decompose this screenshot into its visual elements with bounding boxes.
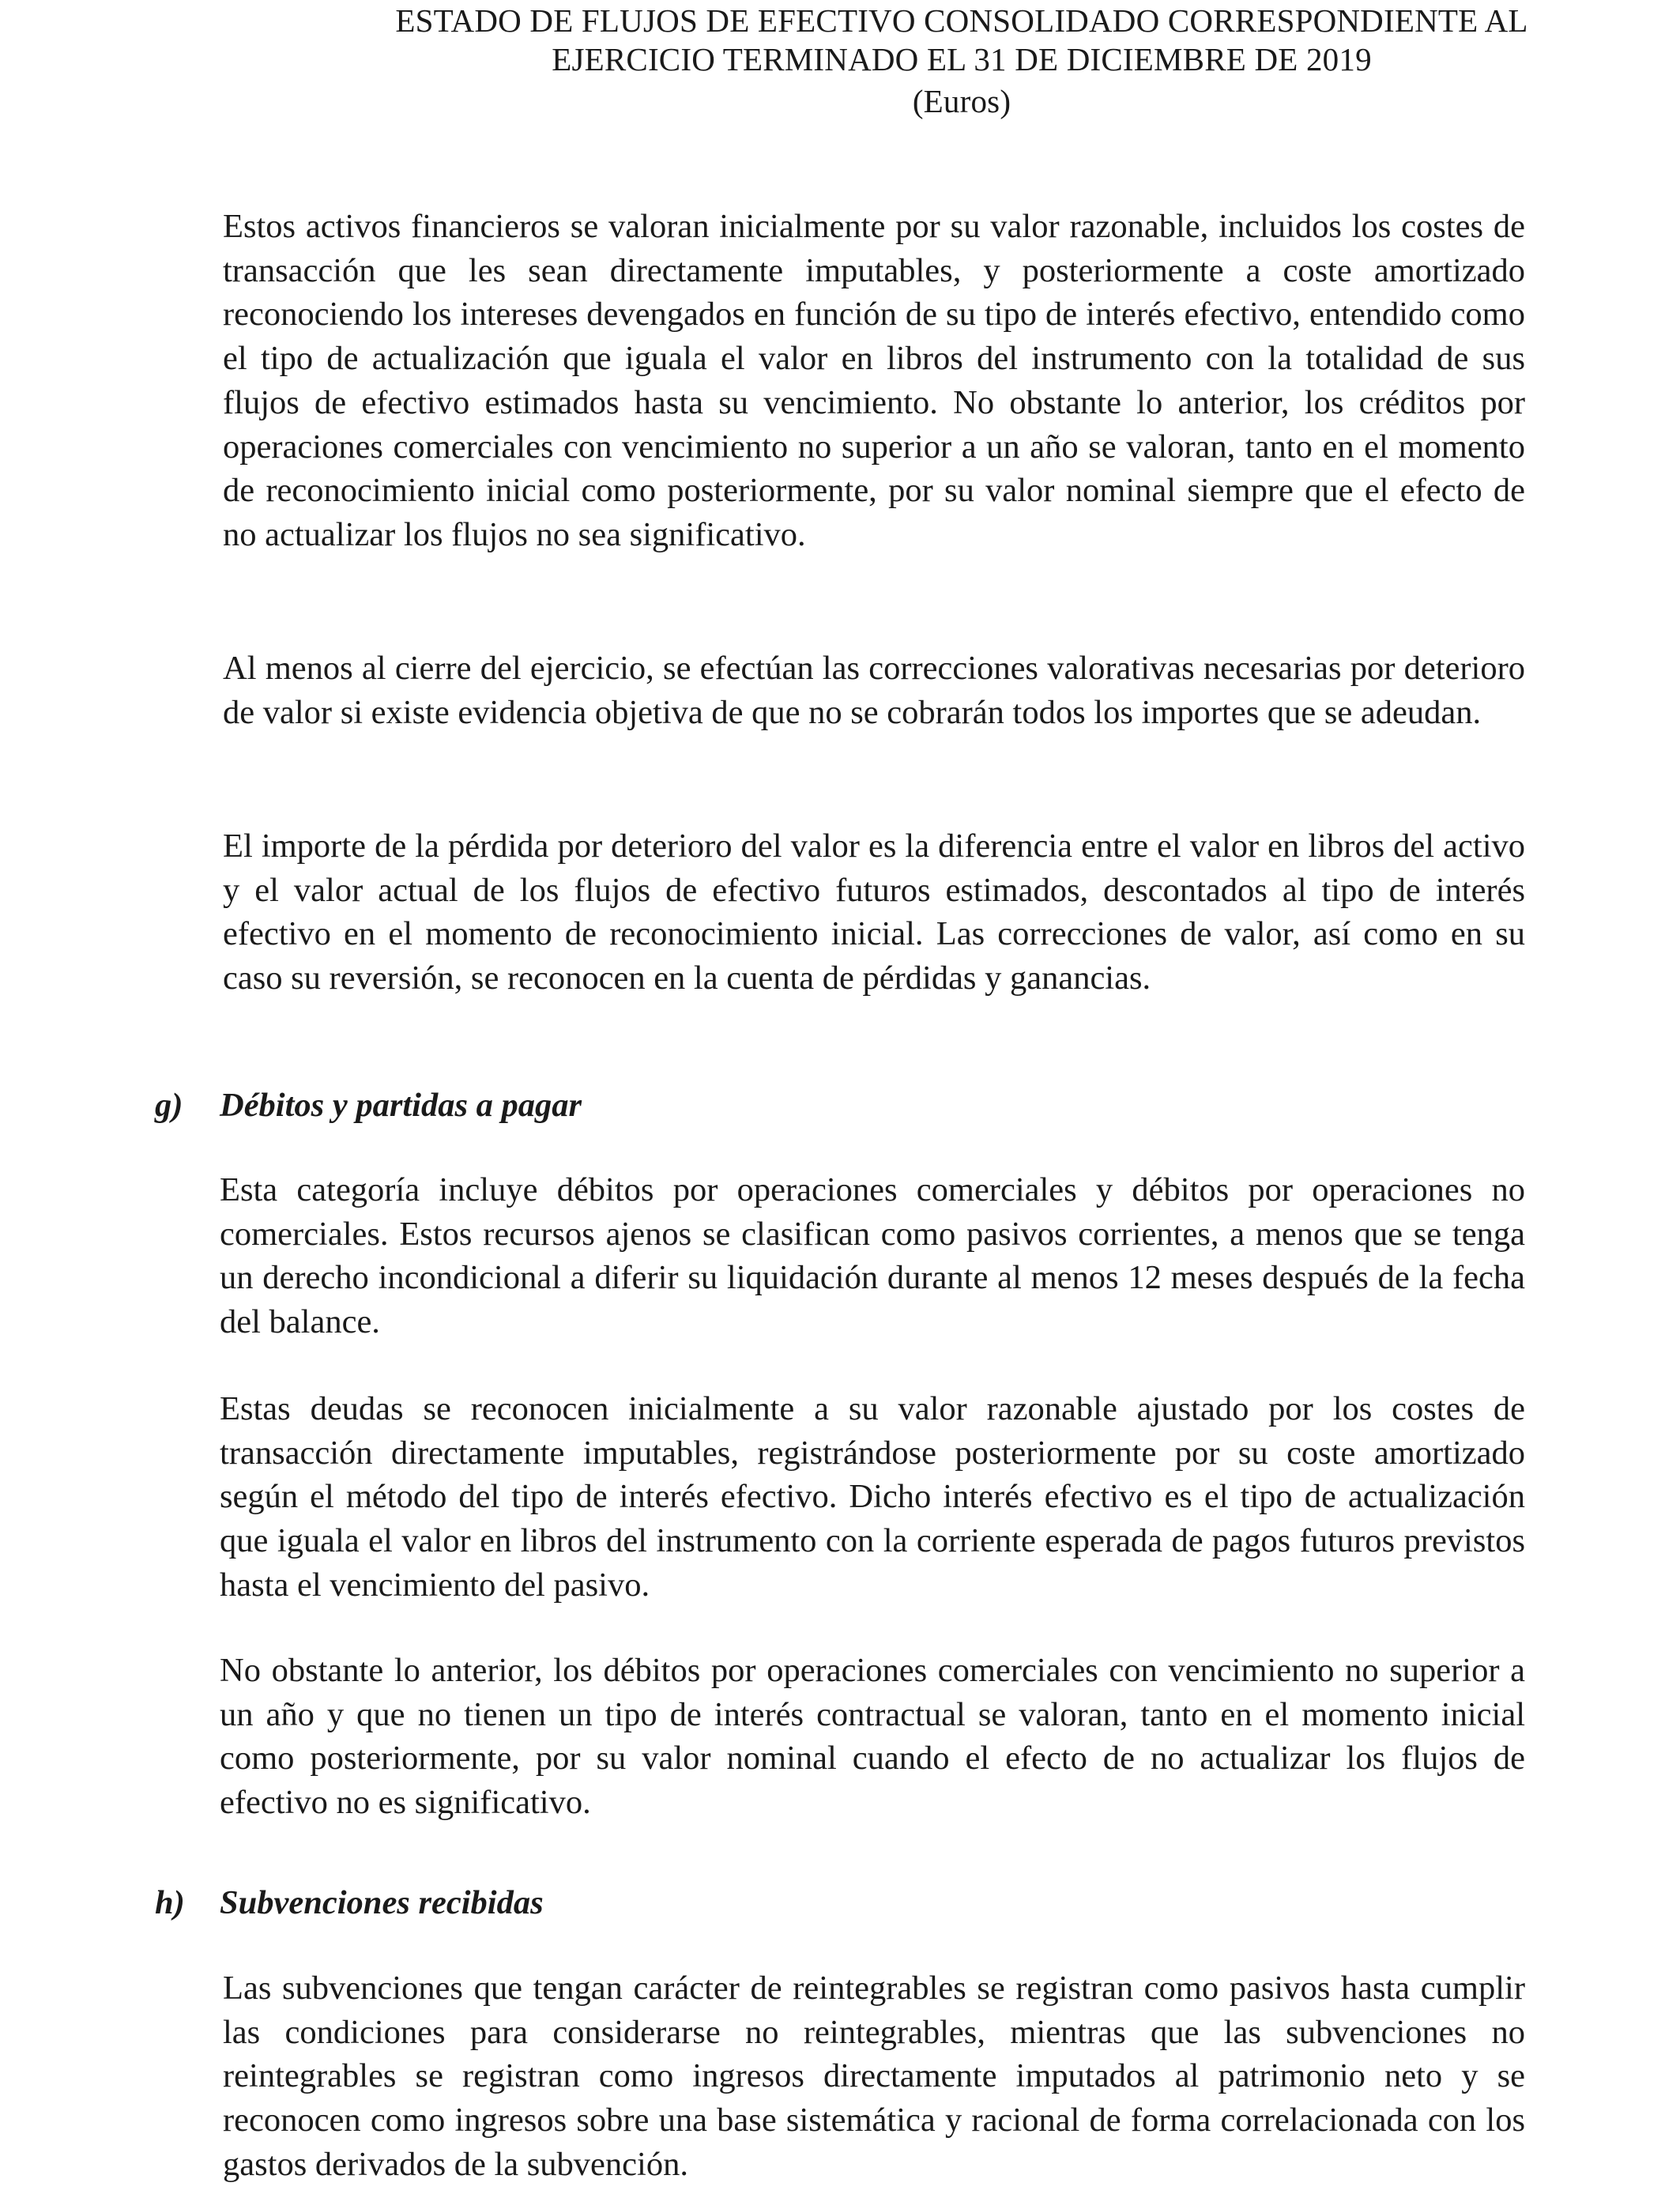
paragraph-debits-recognition: Estas deudas se reconocen inicialmente a su valor razonable ajustado por los costes de transacción directamente imputables, registrándose posteriormente por su coste amortizado según el método del tipo de interés efectivo. Dicho interés efectivo es el tipo de actualización que iguala el valor en libros del instrumento con la corriente esperada de pagos futuros previstos hasta el vencimiento del pasivo.: [220, 1390, 1525, 1604]
section-title-g: Débitos y partidas a pagar: [220, 1087, 582, 1124]
section-letter-h: h): [155, 1884, 185, 1921]
paragraph-grants: Las subvenciones que tengan carácter de reintegrables se registran como pasivos hasta cumplir las condiciones para considerarse no reintegrables, mientras que las subvenciones no reintegrables se registran como ingresos directamente imputados al patrimonio neto y se reconocen como ingresos sobre una base sistemática y racional de forma correlacionada con los gastos derivados de la subvención.: [223, 1970, 1525, 2183]
paragraph-impairment-corrections: Al menos al cierre del ejercicio, se efectúan las correcciones valorativas necesarias por deterioro de valor si existe evidencia objetiva de que no se cobrarán todos los importes que se adeudan.: [223, 650, 1525, 731]
header-currency: (Euros): [912, 83, 1011, 119]
section-letter-g: g): [155, 1087, 183, 1124]
paragraph-impairment-loss: El importe de la pérdida por deterioro del valor es la diferencia entre el valor en libros del activo y el valor actual de los flujos de efectivo futuros estimados, descontados al tipo de interés efectivo en el momento de reconocimiento inicial. Las correcciones de valor, así como en su caso su reversión, se reconocen en la cuenta de pérdidas y ganancias.: [223, 827, 1525, 997]
header-title-line-1: ESTADO DE FLUJOS DE EFECTIVO CONSOLIDADO CORRESPONDIENTE AL: [395, 2, 1528, 39]
section-title-h: Subvenciones recibidas: [220, 1884, 544, 1921]
paragraph-financial-assets-valuation: Estos activos financieros se valoran inicialmente por su valor razonable, incluidos los costes de transacción que les sean directamente imputables, y posteriormente a coste amortizado reconociendo los intereses devengados en función de su tipo de interés efectivo, entendido como el tipo de actualización que iguala el valor en libros del instrumento con la totalidad de sus flujos de efectivo estimados hasta su vencimiento. No obstante lo anterior, los créditos por operaciones comerciales con vencimiento no superior a un año se valoran, tanto en el momento de reconocimiento inicial como posteriormente, por su valor nominal siempre que el efecto de no actualizar los flujos no sea significativo.: [223, 208, 1525, 553]
header-title-line-2: EJERCICIO TERMINADO EL 31 DE DICIEMBRE DE 2019: [552, 41, 1372, 77]
paragraph-debits-nominal-value: No obstante lo anterior, los débitos por operaciones comerciales con vencimiento no superior a un año y que no tienen un tipo de interés contractual se valoran, tanto en el momento inicial como posteriormente, por su valor nominal cuando el efecto de no actualizar los flujos de efectivo no es significativo.: [220, 1652, 1525, 1822]
paragraph-debits-category: Esta categoría incluye débitos por operaciones comerciales y débitos por operaciones no comerciales. Estos recursos ajenos se clasifican como pasivos corrientes, a menos que se tenga un derecho incondicional a diferir su liquidación durante al menos 12 meses después de la fecha del balance.: [220, 1171, 1525, 1341]
